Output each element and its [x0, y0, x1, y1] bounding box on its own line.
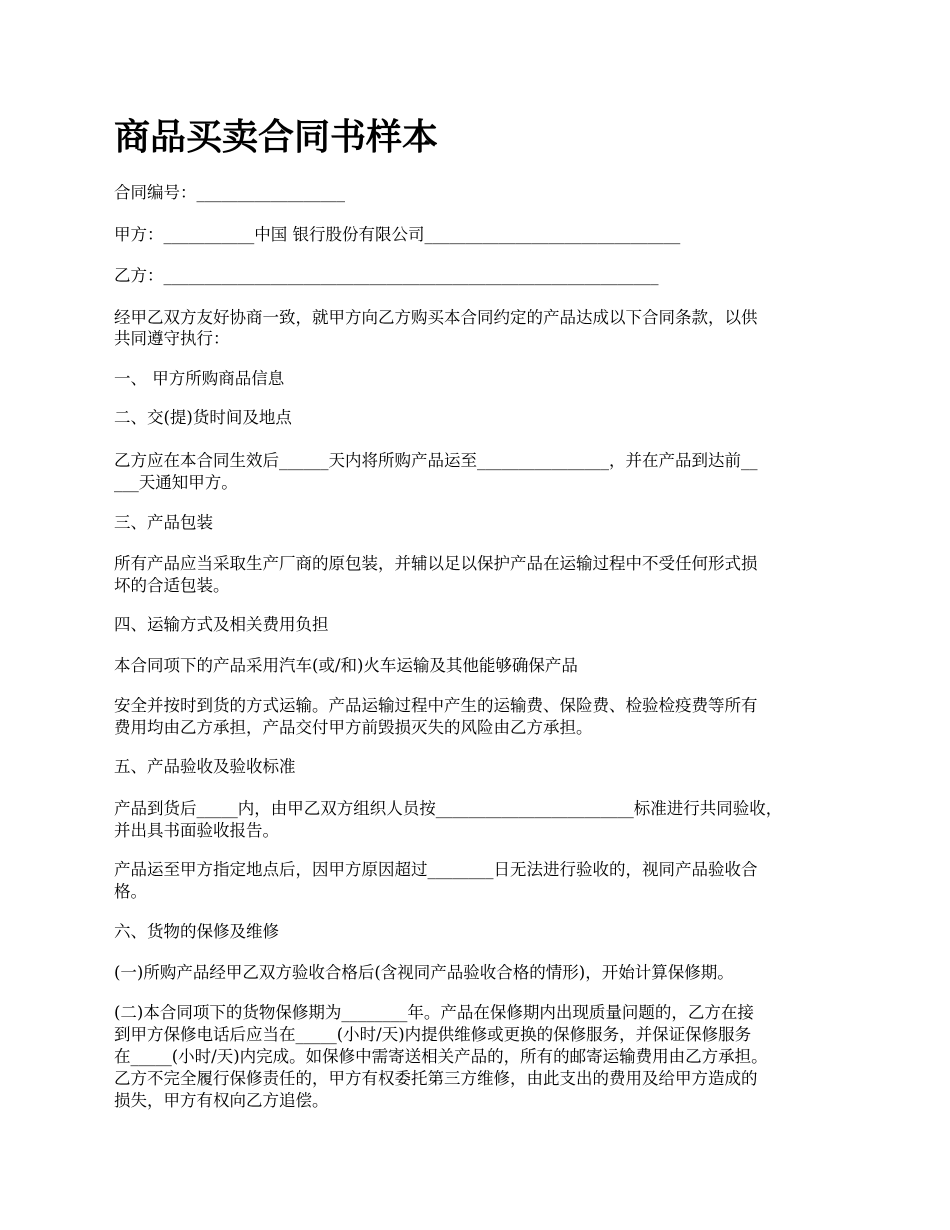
section-5-paragraph-2-line-2: 格。: [114, 882, 147, 901]
party-b-line: 乙方：____________________________________________________________: [114, 266, 659, 285]
contract-number-line: 合同编号：__________________: [114, 183, 345, 202]
section-4-paragraph-2-line-2: 费用均由乙方承担，产品交付甲方前毁损灭失的风险由乙方承担。: [114, 718, 593, 737]
intro-paragraph-line-2: 共同遵守执行：: [114, 329, 230, 348]
section-5-heading: 五、产品验收及验收标准: [114, 757, 296, 776]
document-title: 商品买卖合同书样本: [114, 116, 439, 158]
section-5-paragraph-1-line-2: 并出具书面验收报告。: [114, 821, 279, 840]
party-a-line: 甲方：___________中国 银行股份有限公司_______________________________: [114, 225, 681, 244]
section-6-item-2-line-1: (二)本合同项下的货物保修期为________年。产品在保修期内出现质量问题的，乙方在接: [114, 1003, 754, 1022]
section-6-item-2-line-2: 到甲方保修电话后应当在_____(小时/天)内提供维修或更换的保修服务，并保证保修服务: [114, 1025, 752, 1044]
section-3-heading: 三、产品包装: [114, 513, 213, 532]
section-4-paragraph-2-line-1: 安全并按时到货的方式运输。产品运输过程中产生的运输费、保险费、检验检疫费等所有: [114, 696, 758, 715]
section-6-item-2-line-4: 乙方不完全履行保修责任的，甲方有权委托第三方维修，由此支出的费用及给甲方造成的: [114, 1069, 758, 1088]
section-2-paragraph-line-2: ___天通知甲方。: [114, 473, 238, 492]
section-4-paragraph-1: 本合同项下的产品采用汽车(或/和)火车运输及其他能够确保产品: [114, 656, 578, 675]
section-3-paragraph-line-2: 坏的合适包装。: [114, 576, 230, 595]
section-3-paragraph-line-1: 所有产品应当采取生产厂商的原包装，并辅以足以保护产品在运输过程中不受任何形式损: [114, 554, 758, 573]
section-6-item-2-line-5: 损失，甲方有权向乙方追偿。: [114, 1091, 329, 1110]
section-2-paragraph-line-1: 乙方应在本合同生效后______天内将所购产品运至________________，并在产品到达前__: [114, 451, 758, 470]
section-6-item-2-line-3: 在_____(小时/天)内完成。如保修中需寄送相关产品的，所有的邮寄运输费用由乙方承担。: [114, 1047, 768, 1066]
section-5-paragraph-1-line-1: 产品到货后_____内，由甲乙双方组织人员按________________________标准进行共同验收，: [114, 799, 783, 818]
section-6-item-1: (一)所购产品经甲乙双方验收合格后(含视同产品验收合格的情形)，开始计算保修期。: [114, 963, 734, 982]
intro-paragraph-line-1: 经甲乙双方友好协商一致，就甲方向乙方购买本合同约定的产品达成以下合同条款，以供: [114, 308, 758, 327]
section-4-heading: 四、运输方式及相关费用负担: [114, 615, 329, 634]
section-1-heading: 一、 甲方所购商品信息: [114, 369, 285, 388]
section-6-heading: 六、货物的保修及维修: [114, 922, 279, 941]
section-2-heading: 二、交(提)货时间及地点: [114, 408, 292, 427]
section-5-paragraph-2-line-1: 产品运至甲方指定地点后，因甲方原因超过________日无法进行验收的，视同产品验收合: [114, 860, 758, 879]
